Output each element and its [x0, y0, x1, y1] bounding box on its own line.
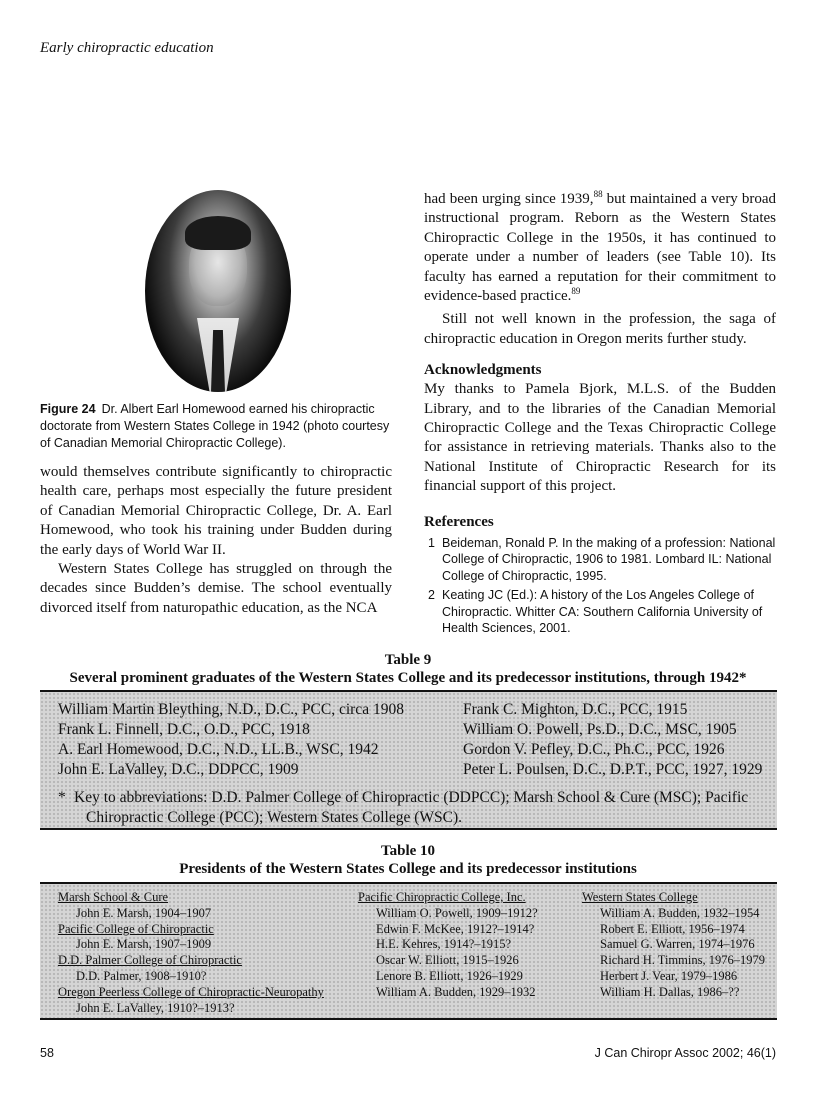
institution-name: Western States College: [582, 890, 698, 904]
table9-cell: Frank L. Finnell, D.C., O.D., PCC, 1918: [58, 721, 310, 738]
table9-cell: Peter L. Poulsen, D.C., D.P.T., PCC, 1927, 1929: [463, 761, 763, 778]
president-entry: William O. Powell, 1909–1912?: [376, 905, 538, 920]
table9-note: [58, 788, 763, 828]
left-paragraph-1: would themselves contribute significantly to chiropractic health care, perhaps most especially the future president of Canadian Memorial Chiropractic College, Dr. A. Earl Homewood, who took his training under Budden during the early days of World War II.: [40, 464, 392, 558]
table10-column-2: [358, 890, 588, 1001]
president-entry: Edwin F. McKee, 1912?–1914?: [376, 921, 535, 936]
table9-cell: William Martin Bleything, N.D., D.C., PCC, circa 1908: [58, 701, 404, 718]
reference-text: Beideman, Ronald P. In the making of a profession: National College of Chiropractic, 1906 to 1981. Lombard IL: National College of Chiropractic, 1995.: [442, 535, 776, 583]
reference-item: [424, 587, 776, 637]
table9-grid: [58, 700, 763, 780]
reference-item: [424, 535, 776, 585]
table9-cell: Frank C. Mighton, D.C., PCC, 1915: [463, 701, 688, 718]
institution-name: Pacific College of Chiropractic: [58, 921, 214, 936]
president-entry: Richard H. Timmins, 1976–1979: [600, 953, 765, 968]
right-column: [424, 190, 776, 640]
institution-name: D.D. Palmer College of Chiropractic: [58, 953, 242, 968]
table9-box: [40, 690, 777, 830]
table9-note-line1: Key to abbreviations: D.D. Palmer College of Chiropractic (DDPCC); Marsh School & Cure (MSC); Pacific: [74, 789, 749, 806]
acknowledgments-text: My thanks to Pamela Bjork, M.L.S. of the Budden Library, and to the libraries of the Canadian Memorial Chiropractic College and the Texas Chiropractic College for assistance in retrieving materials. Thanks also to the National Institute of Chiropractic Research for its financial support of this project.: [424, 381, 776, 495]
table9-cell: William O. Powell, Ps.D., D.C., MSC, 1905: [463, 721, 737, 738]
president-entry: William A. Budden, 1932–1954: [600, 905, 760, 920]
table10-column-1: [58, 890, 378, 1016]
table9-note-star: *: [58, 789, 66, 806]
president-entry: John E. Marsh, 1907–1909: [76, 937, 212, 952]
portrait-hair: [185, 216, 251, 250]
table10-column-3: [582, 890, 777, 1001]
left-column: [40, 463, 392, 618]
president-entry: John E. Marsh, 1904–1907: [76, 905, 212, 920]
acknowledgments-heading: Acknowledgments: [424, 362, 542, 379]
table9-cell: John E. LaValley, D.C., DDPCC, 1909: [58, 761, 299, 778]
president-entry: D.D. Palmer, 1908–1910?: [76, 968, 207, 983]
president-entry: William H. Dallas, 1986–??: [600, 984, 740, 999]
reference-text: Keating JC (Ed.): A history of the Los Angeles College of Chiropractic. Whitter CA: Southern California University of Health Sciences, 2001.: [442, 588, 763, 636]
table10-title: Presidents of the Western States College and its predecessor institutions: [179, 861, 637, 877]
footnote-88[interactable]: 88: [593, 189, 603, 199]
figure-caption-text: Dr. Albert Earl Homewood earned his chiropractic doctorate from Western States College in 1942 (photo courtesy of Canadian Memorial Chiropractic College).: [40, 402, 390, 450]
portrait-tie: [211, 330, 225, 392]
table9-title: Several prominent graduates of the Western States College and its predecessor institutions, through 1942*: [69, 670, 747, 686]
running-head: Early chiropractic education: [40, 40, 214, 56]
references-heading: References: [424, 513, 494, 530]
table10-label: Table 10: [380, 843, 436, 859]
right-paragraph-2: Still not well known in the profession, the saga of chiropractic education in Oregon merits further study.: [424, 311, 776, 347]
page-number: 58: [40, 1046, 54, 1060]
figure-label: Figure 24: [40, 402, 96, 416]
president-entry: Samuel G. Warren, 1974–1976: [600, 937, 755, 952]
table10-box: [40, 882, 777, 1020]
left-paragraph-2: Western States College has struggled on through the decades since Budden’s demise. The school eventually divorced itself from naturopathic education, as the NCA: [40, 561, 392, 616]
president-entry: H.E. Kehres, 1914?–1915?: [376, 937, 512, 952]
table9-note-line2: Chiropractic College (PCC); Western States College (WSC).: [86, 809, 462, 826]
right-paragraph-1-a: had been urging since 1939,: [424, 191, 594, 207]
references-list: [424, 535, 776, 637]
president-entry: Herbert J. Vear, 1979–1986: [600, 968, 738, 983]
figure-caption: [40, 401, 400, 452]
table9-cell: Gordon V. Pefley, D.C., Ph.C., PCC, 1926: [463, 741, 725, 758]
president-entry: Robert E. Elliott, 1956–1974: [600, 921, 745, 936]
president-entry: John E. LaValley, 1910?–1913?: [76, 1000, 235, 1015]
reference-number: 2: [428, 588, 435, 603]
right-paragraph-1-b: but maintained a very broad instructional program. Reborn as the Western States Chiropractic College in the 1950s, it has continued to operate under a number of leaders (see Table 10). Its faculty has earned a reputation for their commitment to evidence-based practice.: [424, 191, 776, 305]
journal-citation: J Can Chiropr Assoc 2002; 46(1): [594, 1046, 776, 1060]
reference-number: 1: [428, 535, 435, 550]
institution-name: Pacific Chiropractic College, Inc.: [358, 890, 526, 904]
institution-name: Oregon Peerless College of Chiropractic-Neuropathy: [58, 984, 324, 999]
table9-label: Table 9: [384, 652, 432, 668]
portrait-photo: [145, 190, 291, 392]
right-paragraph-1: [424, 190, 776, 306]
president-entry: Oscar W. Elliott, 1915–1926: [376, 953, 519, 968]
table9-cell: A. Earl Homewood, D.C., N.D., LL.B., WSC, 1942: [58, 741, 379, 758]
president-entry: William A. Budden, 1929–1932: [376, 984, 536, 999]
institution-name: Marsh School & Cure: [58, 890, 169, 904]
footnote-89[interactable]: 89: [571, 286, 581, 297]
president-entry: Lenore B. Elliott, 1926–1929: [376, 968, 523, 983]
